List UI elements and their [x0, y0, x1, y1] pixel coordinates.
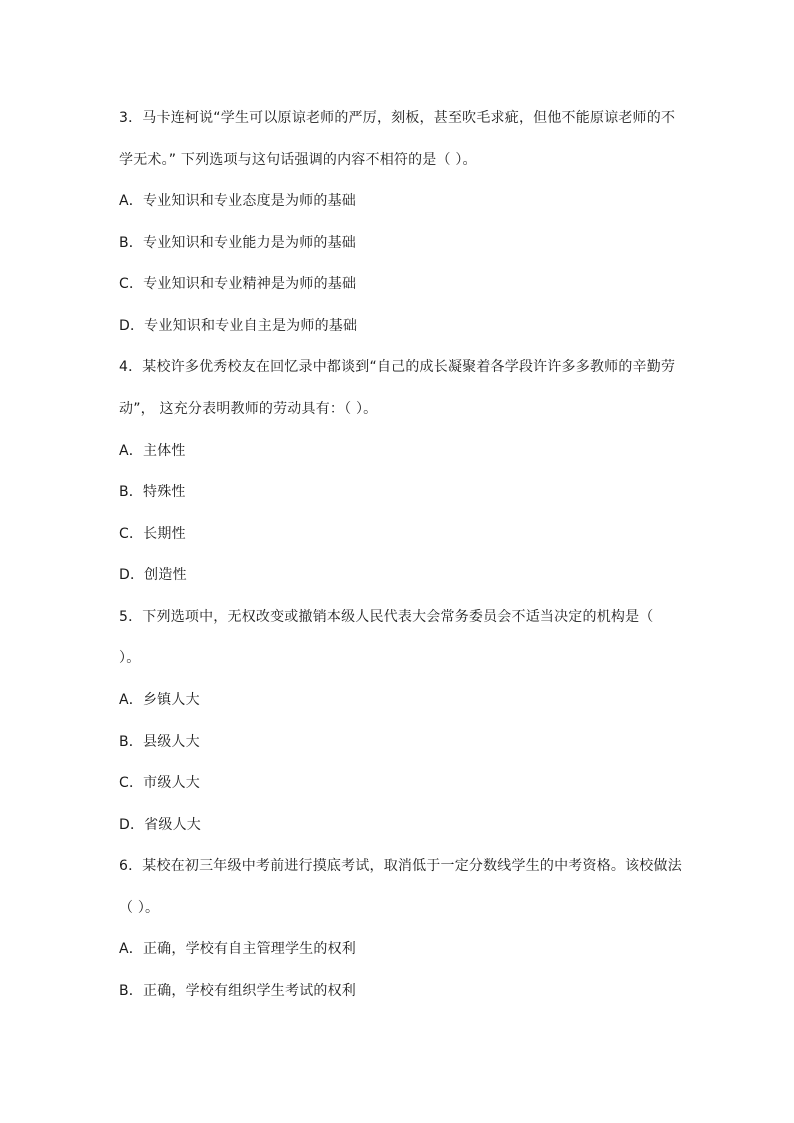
question-4-stem-line-1: 4．某校许多优秀校友在回忆录中都谈到“自己的成长凝聚着各学段许许多多教师的辛勤劳	[119, 359, 676, 375]
question-5-stem-line-1: 5．下列选项中，无权改变或撤销本级人民代表大会常务委员会不适当决定的机构是（	[119, 609, 654, 625]
question-4-option-d: D．创造性	[119, 567, 187, 583]
question-3-option-a: A．专业知识和专业态度是为师的基础	[119, 193, 356, 209]
question-4-option-c: C．长期性	[119, 526, 186, 542]
question-6-stem-line-1: 6．某校在初三年级中考前进行摸底考试，取消低于一定分数线学生的中考资格。该校做法	[119, 858, 682, 874]
question-4-stem-line-2: 动”， 这充分表明教师的劳动具有：（ ）。	[119, 401, 378, 417]
question-6-option-a: A．正确，学校有自主管理学生的权利	[119, 941, 356, 957]
question-6-stem-line-2: （ ）。	[119, 900, 160, 916]
question-4-option-a: A．主体性	[119, 443, 186, 459]
question-5-option-a: A．乡镇人大	[119, 692, 200, 708]
question-3-option-b: B．专业知识和专业能力是为师的基础	[119, 235, 357, 251]
question-6-option-b: B．正确，学校有组织学生考试的权利	[119, 983, 357, 999]
question-5-option-c: C．市级人大	[119, 775, 200, 791]
question-4-option-b: B．特殊性	[119, 484, 186, 500]
question-3-stem-line-2: 学无术。” 下列选项与这句话强调的内容不相符的是（ ）。	[119, 152, 477, 168]
question-3-option-c: C．专业知识和专业精神是为师的基础	[119, 276, 357, 292]
question-3-option-d: D．专业知识和专业自主是为师的基础	[119, 318, 358, 334]
question-5-stem-line-2: ）。	[119, 650, 141, 666]
question-5-option-b: B．县级人大	[119, 734, 200, 750]
question-3-stem-line-1: 3．马卡连柯说“学生可以原谅老师的严厉，刻板，甚至吹毛求疵，但他不能原谅老师的不	[119, 110, 676, 126]
question-5-option-d: D．省级人大	[119, 817, 201, 833]
